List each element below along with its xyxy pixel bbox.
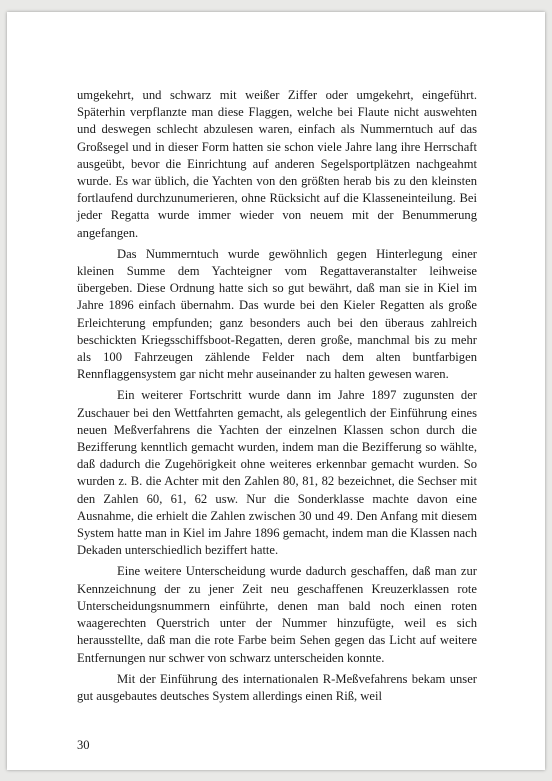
body-text [77,87,477,705]
book-page [7,12,545,770]
page-number: 30 [77,738,90,752]
paragraph-3: Ein weiterer Fortschritt wurde dann im Jahre 1897 zugunsten der Zuschauer bei den Wettfahrten gemacht, als gelegentlich der Einführung eines neuen Meßverfahrens die Yachten der einzelnen Klassen schon durch die Bezifferung kenntlich gemacht wurden, indem man die Bezifferung so wählte, daß dadurch die Zugehörigkeit ohne weiteres erkennbar gemacht wurden. So wurden z. B. die Achter mit den Zahlen 80, 81, 82 bezeichnet, die Sechser mit den Zahlen 60, 61, 62 usw. Nur die Sonderklasse machte davon eine Ausnahme, die erhielt die Zahlen zwischen 30 und 49. Den Anfang mit diesem System hatte man in Kiel im Jahre 1896 gemacht, indem man die Klassen nach Dekaden unterschiedlich beziffert hatte. [77,388,477,558]
paragraph-4: Eine weitere Unterscheidung wurde dadurch geschaffen, daß man zur Kennzeichnung der zu jener Zeit neu geschaffenen Kreuzerklassen rote Unterscheidungsnummern einführte, denen man bald noch einen roten waagerechten Querstrich unter der Nummer hinzufügte, weil es sich herausstellte, daß man die rote Farbe beim Sehen gegen das Licht auf weitere Entfernungen nur schwer von schwarz unterscheiden konnte. [77,564,477,665]
paragraph-1: umgekehrt, und schwarz mit weißer Ziffer oder umgekehrt, eingeführt. Späterhin verpflanzte man diese Flaggen, welche bei Flaute nicht auswehten und deswegen schlecht abzulesen waren, einfach als Nummerntuch auf das Großsegel und in dieser Form hatten sie schon viele Jahre lang ihre Herrschaft ausgeübt, bevor die Einrichtung auf anderen Segelsportplätzen nachgeahmt wurde. Es war üblich, die Yachten von den größten herab bis zu den kleinsten fortlaufend durchzunumerieren, ohne Rücksicht auf die Klasseneinteilung. Bei jeder Regatta wurde immer wieder von neuem mit der Benummerung angefangen. [77,88,477,240]
paragraph-5: Mit der Einführung des internationalen R-Meßvefahrens bekam unser gut ausgebautes deutsches System allerdings einen Riß, weil [77,671,477,703]
paragraph-2: Das Nummerntuch wurde gewöhnlich gegen Hinterlegung einer kleinen Summe dem Yachteigner vom Regattaveranstalter leihweise übergeben. Diese Ordnung hatte sich so gut bewährt, daß man sie in Kiel im Jahre 1896 einfach übernahm. Das wurde bei den Kieler Regatten als große Erleichterung empfunden; ganz besonders auch bei den überaus zahlreich beschickten Kriegsschiffsboot-Regatten, deren große, manchmal bis zu mehr als 100 Fahrzeugen zählende Felder nach dem alten buntfarbigen Rennflaggensystem gar nicht mehr auseinander zu halten gewesen waren. [77,246,477,382]
